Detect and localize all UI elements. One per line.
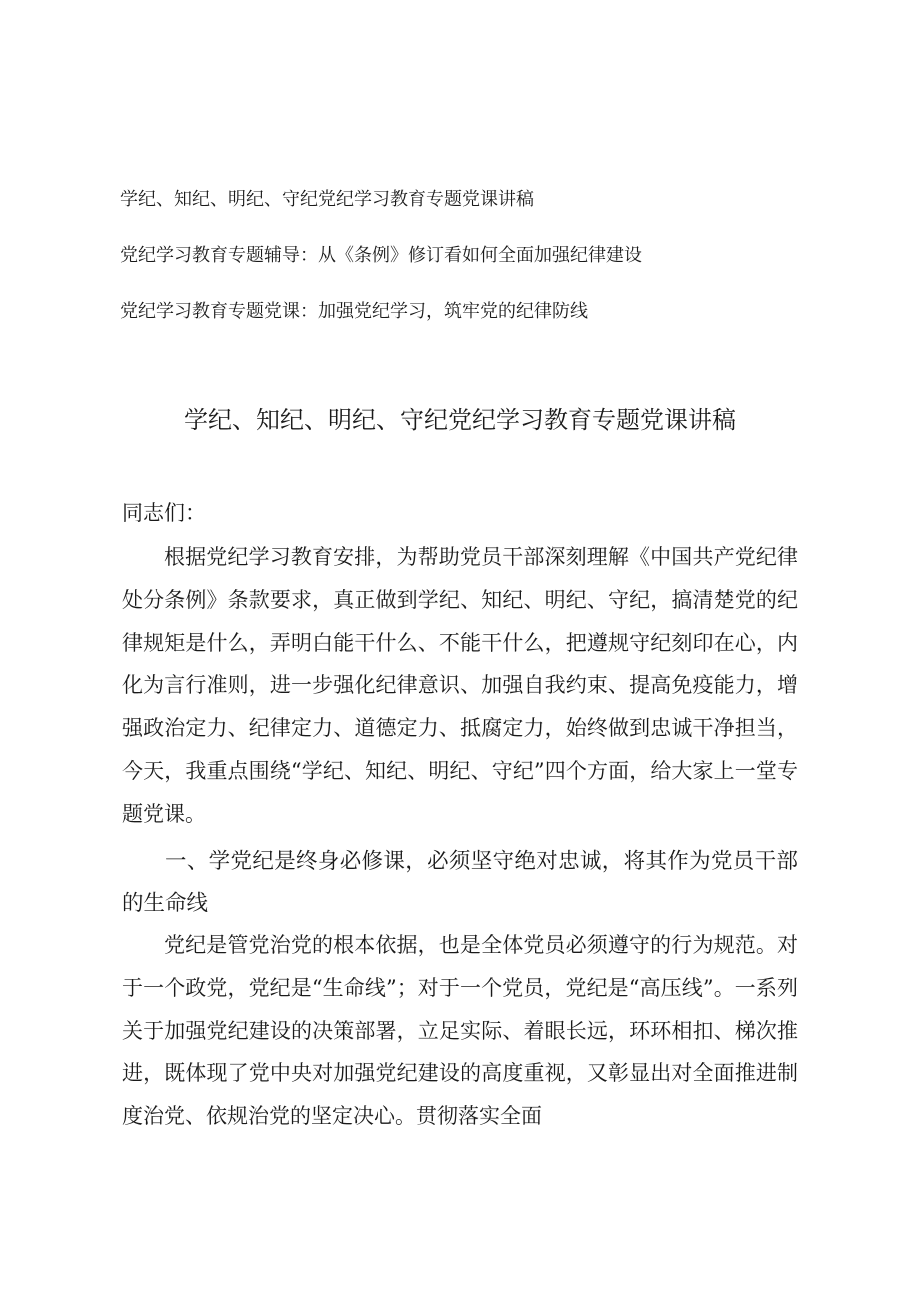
toc-item-1: 学纪、知纪、明纪、守纪党纪学习教育专题党课讲稿 xyxy=(120,189,534,210)
paragraph-intro-text: 根据党纪学习教育安排，为帮助党员干部深刻理解《中国共产党纪律处分条例》条款要求，真正做到学纪、知纪、明纪、守纪，搞清楚党的纪律规矩是什么，弄明白能干什么、不能干什么，把遵规守纪刻印在心，内化为言行准则，进一步强化纪律意识、加强自我约束、提高免疫能力，增强政治定力、纪律定力、道德定力、抵腐定力，始终做到忠诚干净担当，今天，我重点围绕“学纪、知纪、明纪、守纪”四个方面，给大家上一堂专题党课。 xyxy=(122,545,798,826)
paragraph-section-1-text: 党纪是管党治党的根本依据，也是全体党员必须遵守的行为规范。对于一个政党，党纪是“生命线”；对于一个党员，党纪是“高压线”。一系列关于加强党纪建设的决策部署，立足实际、着眼长远，环环相扣、梯次推进，既体现了党中央对加强党纪建设的高度重视，又彰显出对全面推进制度治党、依规治党的坚定决心。贯彻落实全面 xyxy=(122,933,798,1129)
section-heading-1: 一、学党纪是终身必修课，必须坚守绝对忠诚，将其作为党员干部的生命线 xyxy=(122,849,798,916)
toc-item-3: 党纪学习教育专题党课：加强党纪学习，筑牢党的纪律防线 xyxy=(120,301,588,322)
paragraph-section-1 xyxy=(122,924,798,1138)
document-title: 学纪、知纪、明纪、守纪党纪学习教育专题党课讲稿 xyxy=(184,406,736,434)
paragraph-intro xyxy=(122,536,798,836)
salutation: 同志们： xyxy=(122,501,206,525)
table-of-contents xyxy=(120,186,820,354)
toc-item-2: 党纪学习教育专题辅导：从《条例》修订看如何全面加强纪律建设 xyxy=(120,245,642,266)
